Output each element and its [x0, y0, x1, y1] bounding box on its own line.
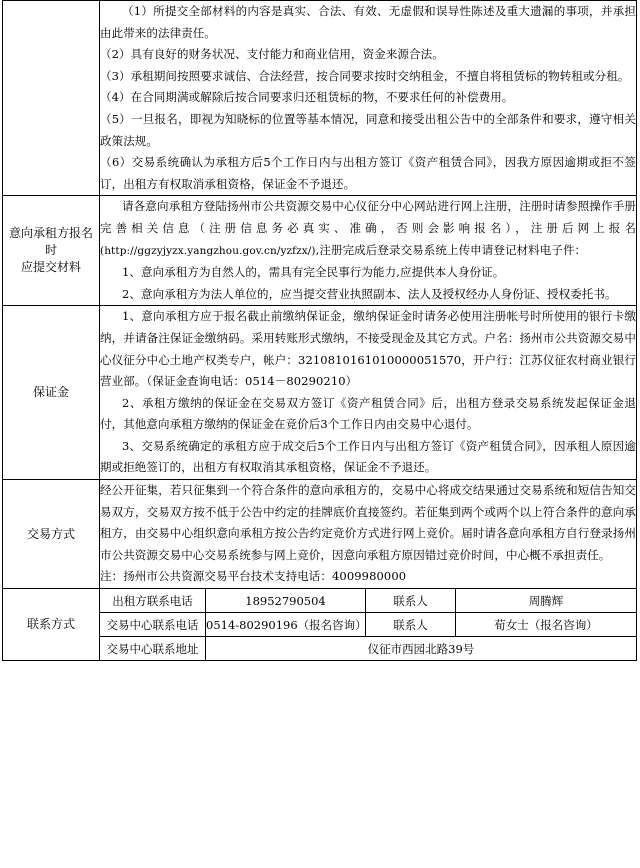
registration-item-2: 2、意向承租方为法人单位的，应当提交营业执照副本、法人及授权经办人身份证、授权委托书。	[122, 286, 617, 301]
registration-label-line-1: 意向承租方报名	[8, 226, 93, 241]
trade-method-note: 注：扬州市公共资源交易平台技术支持电话：4009980000	[100, 569, 407, 584]
trade-method-label: 交易方式	[3, 480, 100, 589]
commitments-row	[3, 1, 637, 196]
trade-method-body	[100, 480, 637, 589]
registration-label-line-2: 时	[44, 243, 57, 258]
commitment-item-6: （6）交易系统确认为承租方后5个工作日内与出租方签订《资产租赁合同》，因我方原因逾期或拒不签订，出租方有权取消承租资格，保证金不予退还。	[100, 155, 636, 191]
deposit-item-2: 2、承租方缴纳的保证金在交易双方签订《资产租赁合同》后，出租方登录交易系统发起保证金退付，其他意向承租方缴纳的保证金在竞价后3个工作日内由交易中心退付。	[100, 395, 636, 432]
registration-label-line-3: 应提交材料	[20, 260, 81, 275]
trade-method-row	[3, 480, 637, 589]
registration-paragraph	[100, 196, 636, 262]
deposit-label: 保证金	[3, 306, 100, 480]
center-contact-person: 荀女士（报名咨询）	[456, 613, 637, 637]
landlord-phone-label: 出租方联系电话	[100, 589, 206, 613]
announcement-table	[2, 0, 637, 661]
registration-text-after-url: ,注册完成后登录交易系统上传申请登记材料电子件：	[315, 242, 587, 257]
landlord-phone-value: 18952790504	[206, 589, 366, 613]
commitment-item-5: （5）一旦报名，即视为知晓标的位置等基本情况，同意和接受出租公告中的全部条件和要求，遵守相关政策法规。	[100, 111, 636, 148]
landlord-contact-person: 周腾辉	[456, 589, 637, 613]
trade-method-text: 经公开征集，若只征集到一个符合条件的意向承租方的，交易中心将成交结果通过交易系统和短信告知交易双方，交易双方按不低于公告中约定的挂牌底价直接签约。若征集到两个或两个以上符合条件的意向承租方，由交易中心组织意向承租方按公告约定竞价方式进行网上竞价。届时请各意向承租方自行登录扬州市公共资源交易中心交易系统参与网上竞价，因意向承租方原因错过竞价时间，中心概不承担责任。	[100, 483, 636, 562]
commitment-item-3: （3）承租期间按照要求诚信、合法经营，按合同要求按时交纳租金，不擅自将租赁标的物转租或分租。	[100, 68, 630, 83]
center-phone-value: 0514-80290196（报名咨询）	[206, 613, 366, 637]
deposit-item-3: 3、交易系统确定的承租方应于成交后5个工作日内与出租方签订《资产租赁合同》，因承租人原因逾期或拒绝签订的，出租方有权取消其承租资格，保证金不予退还。	[100, 438, 636, 475]
deposit-body	[100, 306, 637, 480]
registration-label	[3, 196, 100, 306]
center-phone-label: 交易中心联系电话	[100, 613, 206, 637]
commitment-item-1: （1）所提交全部材料的内容是真实、合法、有效、无虚假和误导性陈述及重大遗漏的事项，并承担由此带来的法律责任。	[100, 4, 636, 40]
landlord-contact-label: 联系人	[366, 589, 456, 613]
commitments-label	[3, 1, 100, 196]
center-address-label: 交易中心联系地址	[100, 637, 206, 661]
registration-body	[100, 196, 637, 306]
commitment-item-4: （4）在合同期满或解除后按合同要求归还租赁标的物，不要求任何的补偿费用。	[100, 90, 514, 105]
registration-url-link[interactable]: (http://ggzyjyzx.yangzhou.gov.cn/yzfzx/)	[100, 244, 316, 257]
commitments-body	[100, 1, 637, 196]
center-contact-label: 联系人	[366, 613, 456, 637]
deposit-row	[3, 306, 637, 480]
commitment-item-2: （2）具有良好的财务状况、支付能力和商业信用，资金来源合法。	[100, 47, 444, 62]
contact-label: 联系方式	[3, 589, 100, 661]
deposit-item-1: 1、意向承租方应于报名截止前缴纳保证金，缴纳保证金时请务必使用注册帐号时所使用的银行卡缴纳，并请备注保证金缴纳码。采用转账形式缴纳，不接受现金及其它方式。户名：扬州市公共资源交易中心仪征分中心土地产权类专户，帐户：3210810161010000051570，开户行：江苏仪征农村商业银行营业部。（保证金查询电话：0514－80290210）	[100, 309, 636, 389]
center-address-value: 仪征市西园北路39号	[206, 637, 637, 661]
registration-text-before-url: 请各意向承租方登陆扬州市公共资源交易中心仪征分中心网站进行网上注册，注册时请参照操作手册完善相关信息（注册信息务必真实、准确，否则会影响报名），注册后网上报名	[100, 199, 636, 235]
contact-row-landlord	[3, 589, 637, 613]
registration-row	[3, 196, 637, 306]
registration-item-1: 1、意向承租方为自然人的，需具有完全民事行为能力,应提供本人身份证。	[122, 265, 505, 280]
